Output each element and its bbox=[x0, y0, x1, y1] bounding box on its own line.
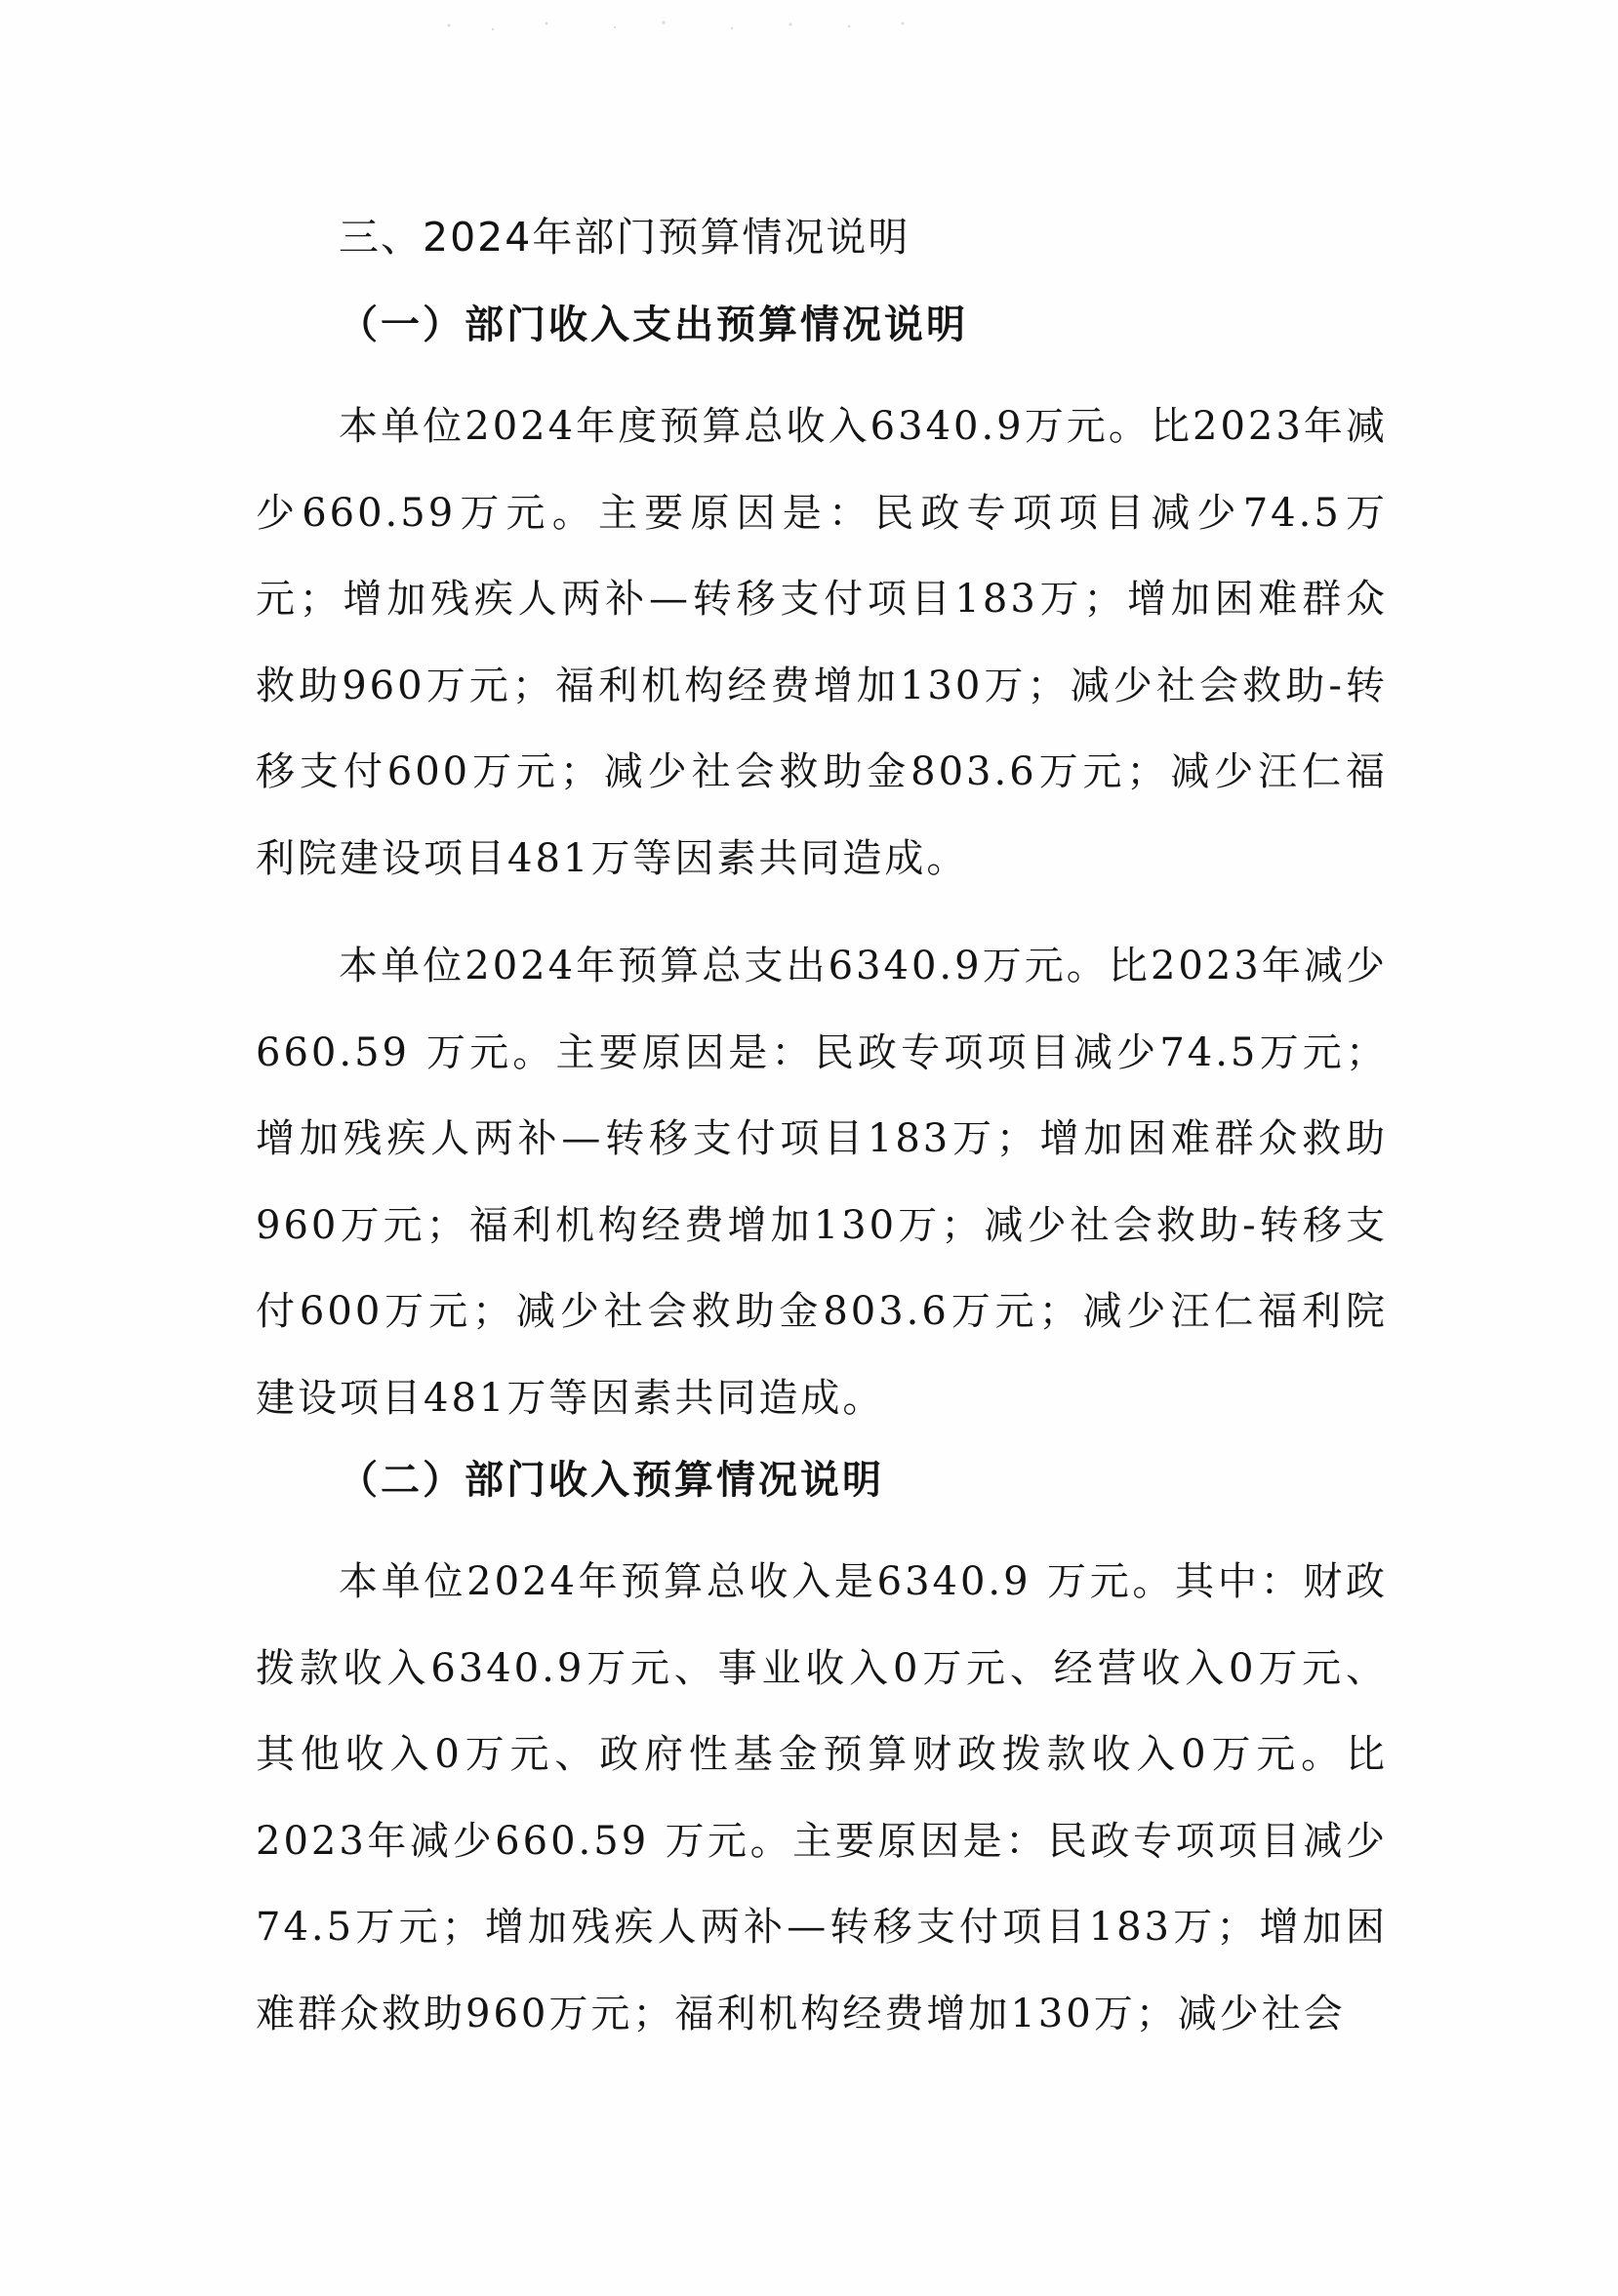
subsection-1-income-paragraph: 本单位2024年度预算总收入6340.9万元。比2023年减少660.59万元。主要原因是：民政专项项目减少74.5万元；增加残疾人两补—转移支付项目183万；增加困难群众救助960万元；福利机构经费增加130万；减少社会救助-转移支付600万元；减少社会救助金803.6万元；减少汪仁福利院建设项目481万等因素共同造成。 bbox=[256, 404, 1388, 881]
subsection-2-income-paragraph: 本单位2024年预算总收入是6340.9 万元。其中：财政拨款收入6340.9万元、事业收入0万元、经营收入0万元、其他收入0万元、政府性基金预算财政拨款收入0万元。比2023年减少660.59 万元。主要原因是：民政专项项目减少74.5万元；增加残疾人两补—转移支付项目183万；增加困难群众救助960万元；福利机构经费增加130万；减少社会 bbox=[256, 1559, 1388, 2036]
section-title: 三、2024年部门预算情况说明 bbox=[339, 214, 910, 261]
document-body bbox=[256, 210, 1388, 2069]
subsection-1-title: （一）部门收入支出预算情况说明 bbox=[339, 302, 968, 347]
subsection-2-title: （二）部门收入预算情况说明 bbox=[339, 1458, 884, 1503]
subsection-1-expenditure-paragraph: 本单位2024年预算总支出6340.9万元。比2023年减少660.59 万元。主要原因是：民政专项项目减少74.5万元；增加残疾人两补—转移支付项目183万；增加困难群众救助960万元；福利机构经费增加130万；减少社会救助-转移支付600万元；减少社会救助金803.6万元；减少汪仁福利院建设项目481万等因素共同造成。 bbox=[256, 944, 1388, 1421]
scan-artifact bbox=[410, 14, 956, 39]
